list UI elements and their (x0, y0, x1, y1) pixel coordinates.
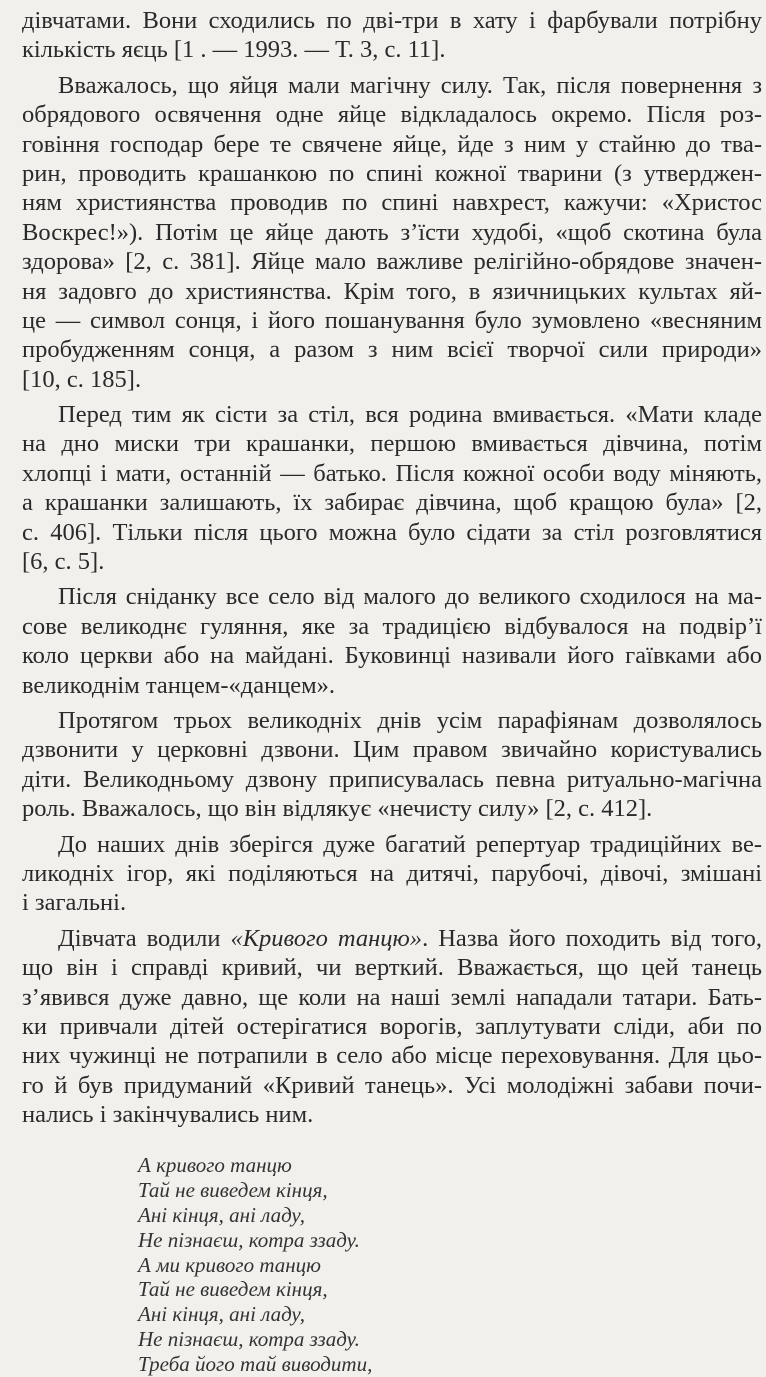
poem-line: Не пізнаєш, котра ззаду. (138, 1227, 360, 1252)
text-line: Вважалось, що яйця мали магічну силу. Так, після повернення з (58, 71, 762, 99)
text-line: нались і закінчувались ним. (22, 1101, 314, 1129)
paragraph-1 (22, 6, 762, 65)
text-line: с. 406]. Тільки після цього можна було сідати за стіл розговлятися (22, 518, 762, 546)
poem-line: Тай не виведем кінця, (138, 1277, 328, 1302)
poem-line: А кривого танцю (138, 1153, 292, 1178)
poem (138, 1153, 762, 1376)
paragraph-3 (22, 400, 762, 576)
text-line: на дно миски три крашанки, першою вмивається дівчина, потім (22, 430, 762, 458)
poem-line: Ані кінця, ані ладу, (138, 1302, 305, 1327)
text-line: кількість яєць [1 . — 1993. — Т. 3, с. 11]. (22, 36, 446, 64)
text-line: пробудженням сонця, а разом з ним всієї творчої сили природи» (22, 336, 762, 364)
text-line: що він і справді кривий, чи верткий. Вважається, що цей танець (22, 954, 762, 982)
text-line: Після сніданку все село від малого до великого сходилося на ма- (58, 583, 762, 611)
text-line: Воскрес!»). Потім це яйце дають з’їсти худобі, «щоб скотина була (22, 218, 762, 246)
text-line: обрядового освячення одне яйце відкладалось окремо. Після роз- (22, 101, 762, 129)
paragraph-5 (22, 706, 762, 824)
poem-line: Не пізнаєш, котра ззаду. (138, 1327, 360, 1352)
poem-line: Треба його тай виводити, (138, 1351, 373, 1376)
text-line: ня задовго до християнства. Крім того, в язичницьких культах яй- (22, 277, 762, 305)
text-line: і загальні. (22, 889, 127, 917)
poem-line: Ані кінця, ані ладу, (138, 1203, 305, 1228)
text-line: Перед тим як сісти за стіл, вся родина вмивається. «Мати кладе (58, 401, 762, 429)
page (22, 6, 762, 1377)
poem-line: Тай не виведем кінця, (138, 1178, 328, 1203)
text-line: них чужинці не потрапили в село або місце переховування. Для цьо- (22, 1042, 762, 1070)
text-line: сове великоднє гуляння, яке за традицією відбувалося на подвір’ї (22, 612, 762, 640)
text-line: рин, проводить крашанкою по спині кожної тварини (з утверджен- (22, 159, 762, 187)
text-line: дзвонити у церковні дзвони. Цим правом звичайно користувались (22, 736, 762, 764)
dance-name-italic: «Кривого танцю» (230, 924, 423, 952)
text-line: а крашанки залишають, їх забирає дівчина, щоб кращою була» [2, (22, 489, 762, 517)
paragraph-7 (22, 924, 762, 1130)
text-line: говіння господар бере те свячене яйце, йде з ним у стайню до тва- (22, 130, 762, 158)
text-line: хлопці і мати, останній — батько. Після кожної особи воду міняють, (22, 459, 762, 487)
text-line: До наших днів зберігся дуже багатий репертуар традиційних ве- (58, 830, 762, 858)
paragraph-6 (22, 830, 762, 918)
text-line: коло церкви або на майдані. Буковинці називали його гаївками або (22, 642, 762, 670)
text-line: ки привчали дітей остерігатися ворогів, заплутувати сліди, аби по (22, 1012, 762, 1040)
poem-line: А ми кривого танцю (138, 1252, 321, 1277)
text-line: дівчатами. Вони сходились по дві-три в хату і фарбували потрібну (22, 7, 762, 34)
text-line: го й був придуманий «Кривий танець». Усі молодіжні забави почи- (22, 1071, 762, 1099)
text-line: це — символ сонця, і його пошанування було зумовлено «весняним (22, 306, 762, 334)
text-line: ликодніх ігор, які поділяються на дитячі, парубочі, дівочі, змішані (22, 859, 762, 887)
text-line: [6, с. 5]. (22, 548, 105, 576)
paragraph-2 (22, 71, 762, 394)
text-line: з’явився дуже давно, ще коли на наші землі нападали татари. Бать- (22, 983, 762, 1011)
paragraph-4 (22, 582, 762, 700)
text-line: ням християнства проводив по спині навхрест, кажучи: «Христос (22, 189, 762, 217)
text-line: Протягом трьох великодніх днів усім парафіянам дозволялось (58, 706, 762, 734)
text-line: здорова» [2, с. 381]. Яйце мало важливе релігійно-обрядове значен- (22, 248, 762, 276)
text-line: великоднім танцем-«данцем». (22, 671, 336, 699)
text-fragment: Дівчата водили (58, 924, 231, 952)
text-fragment: . Назва його походить від того, (422, 924, 762, 952)
text-line: діти. Великодньому дзвону приписувалась певна ритуально-магічна (22, 765, 762, 793)
text-line (22, 924, 762, 953)
text-line: [10, с. 185]. (22, 365, 142, 393)
text-line: роль. Вважалось, що він відлякує «нечисту силу» [2, с. 412]. (22, 795, 653, 823)
